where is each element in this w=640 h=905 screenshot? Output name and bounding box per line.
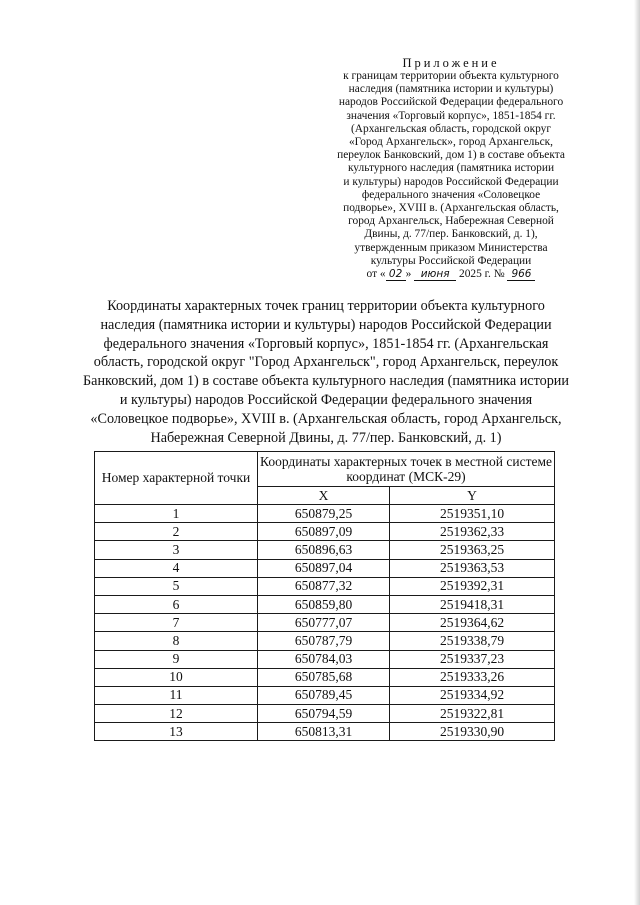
table-row	[95, 632, 555, 650]
point-number: 2	[95, 523, 258, 541]
appendix-line: и культуры) народов Российской Федерации	[343, 175, 559, 188]
coordinates-table	[94, 451, 555, 741]
coord-x: 650897,04	[258, 559, 390, 577]
coord-y: 2519418,31	[390, 595, 555, 613]
coord-y: 2519364,62	[390, 614, 555, 632]
appendix-line: подворье», XVIII в. (Архангельская область,	[343, 202, 559, 215]
table-row	[95, 686, 555, 704]
point-number: 9	[95, 650, 258, 668]
handwritten-order-number: 966	[507, 269, 535, 281]
coord-x: 650896,63	[258, 541, 390, 559]
coord-x: 650777,07	[258, 614, 390, 632]
coord-x: 650879,25	[258, 505, 390, 523]
title-line: Банковский, дом 1) в составе объекта культурного наследия (памятника истории	[83, 373, 569, 390]
handwritten-day: 02	[386, 269, 406, 281]
point-number: 6	[95, 595, 258, 613]
date-year: 2025 г. №	[459, 268, 505, 281]
point-number: 10	[95, 668, 258, 686]
appendix-block	[315, 56, 587, 281]
handwritten-month: июня	[414, 269, 456, 281]
table-row	[95, 650, 555, 668]
coord-y: 2519334,92	[390, 686, 555, 704]
title-line: Набережная Северной Двины, д. 77/пер. Банковский, д. 1)	[150, 429, 502, 446]
point-number: 13	[95, 723, 258, 741]
table-row	[95, 577, 555, 595]
appendix-line: культурного наследия (памятника истории	[347, 162, 555, 175]
date-prefix: от «	[366, 268, 386, 281]
appendix-line: культуры Российской Федерации	[370, 254, 532, 267]
appendix-line: народов Российской Федерации федерального	[338, 96, 564, 109]
coord-x: 650789,45	[258, 686, 390, 704]
point-number: 1	[95, 505, 258, 523]
title-line: область, городской округ "Город Архангельск", город Архангельск, переулок	[93, 354, 559, 371]
table-row	[95, 541, 555, 559]
appendix-line: федерального значения «Соловецкое	[361, 188, 541, 201]
coord-x: 650859,80	[258, 595, 390, 613]
appendix-line: наследия (памятника истории и культуры)	[348, 83, 554, 96]
title-line: Координаты характерных точек границ территории объекта культурного	[107, 298, 545, 314]
title-line: федерального значения «Торговый корпус», 1851-1854 гг. (Архангельская	[103, 335, 549, 352]
coord-y: 2519351,10	[390, 505, 555, 523]
title-line: «Соловецкое подворье», XVIII в. (Архангельская область, город Архангельск,	[90, 410, 562, 427]
table-row	[95, 505, 555, 523]
order-date-line	[315, 268, 587, 281]
document-title	[72, 297, 580, 447]
coord-y: 2519338,79	[390, 632, 555, 650]
appendix-line: переулок Банковский, дом 1) в составе объекта	[337, 149, 565, 162]
title-line: и культуры) народов Российской Федерации федерального значения	[119, 391, 533, 408]
appendix-line: утвержденным приказом Министерства	[354, 241, 548, 254]
point-number: 4	[95, 559, 258, 577]
coord-y: 2519333,26	[390, 668, 555, 686]
header-y: Y	[390, 487, 555, 505]
coord-y: 2519362,33	[390, 523, 555, 541]
point-number: 3	[95, 541, 258, 559]
appendix-line: «Город Архангельск», город Архангельск,	[348, 136, 554, 149]
coord-x: 650785,68	[258, 668, 390, 686]
coord-y: 2519392,31	[390, 577, 555, 595]
table-row	[95, 523, 555, 541]
coord-y: 2519363,53	[390, 559, 555, 577]
coord-y: 2519330,90	[390, 723, 555, 741]
coord-y: 2519363,25	[390, 541, 555, 559]
coord-y: 2519337,23	[390, 650, 555, 668]
coord-x: 650897,09	[258, 523, 390, 541]
title-line: наследия (памятника истории и культуры) народов Российской Федерации	[100, 316, 552, 333]
appendix-line: Двины, д. 77/пер. Банковский, д. 1),	[364, 228, 538, 241]
table-row	[95, 723, 555, 741]
point-number: 7	[95, 614, 258, 632]
table-row	[95, 595, 555, 613]
coord-x: 650813,31	[258, 723, 390, 741]
page-edge-shadow	[634, 0, 640, 905]
coord-x: 650787,79	[258, 632, 390, 650]
table-row	[95, 614, 555, 632]
coord-y: 2519322,81	[390, 705, 555, 723]
point-number: 8	[95, 632, 258, 650]
coord-x: 650784,03	[258, 650, 390, 668]
appendix-heading: Приложение	[402, 56, 500, 70]
appendix-line: к границам территории объекта культурного	[343, 70, 559, 82]
point-number: 12	[95, 705, 258, 723]
point-number: 11	[95, 686, 258, 704]
header-point-number: Номер характерной точки	[95, 452, 258, 505]
coord-x: 650877,32	[258, 577, 390, 595]
appendix-line: город Архангельск, Набережная Северной	[348, 215, 554, 228]
coord-x: 650794,59	[258, 705, 390, 723]
table-row	[95, 559, 555, 577]
appendix-line: значения «Торговый корпус», 1851-1854 гг.	[346, 109, 556, 122]
header-x: X	[258, 487, 390, 505]
table-row	[95, 705, 555, 723]
point-number: 5	[95, 577, 258, 595]
table-row	[95, 668, 555, 686]
appendix-line: (Архангельская область, городской округ	[350, 122, 552, 135]
table-body	[95, 505, 555, 741]
date-mid: »	[405, 268, 412, 281]
header-coordinates: Координаты характерных точек в местной системе координат (МСК-29)	[258, 452, 555, 487]
